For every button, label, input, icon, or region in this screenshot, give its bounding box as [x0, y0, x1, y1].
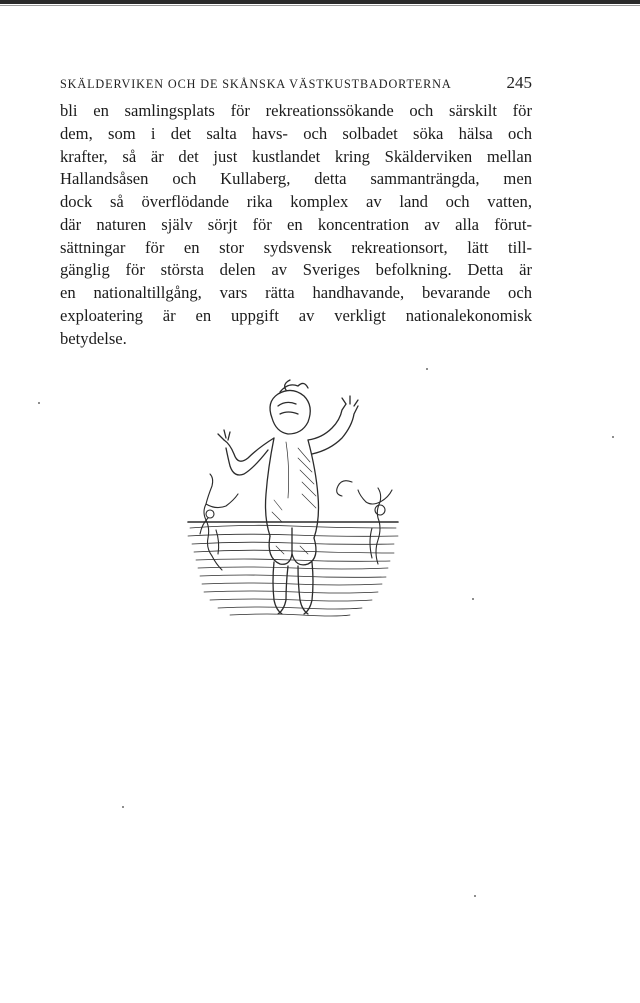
text-line: där naturen själv sörjt för en koncentration av alla förut-: [60, 214, 532, 234]
scan-speck: [426, 368, 428, 370]
running-head: [60, 73, 532, 93]
bathing-child-illustration-icon: [182, 378, 404, 624]
text-line: krafter, så är det just kustlandet kring Skälderviken mellan: [60, 146, 532, 166]
text-line: dock så överflödande rika komplex av land och vatten,: [60, 192, 532, 211]
sea-waves: [188, 525, 398, 616]
text-line: dem, som i det salta havs- och solbadet söka hälsa och: [60, 123, 532, 143]
top-border-shadow: [0, 5, 640, 6]
scan-speck: [38, 402, 40, 404]
scan-speck: [472, 598, 474, 600]
scan-speck: [612, 436, 614, 438]
scan-speck: [474, 895, 476, 897]
body-paragraph: [60, 100, 532, 350]
page-number: 245: [506, 73, 532, 92]
child-figure: [218, 380, 358, 614]
text-line: sättningar för en stor sydsvensk rekreationsort, lätt till-: [60, 237, 532, 257]
top-border-rule: [0, 0, 640, 4]
text-line: en nationaltillgång, vars rätta handhavande, bevarande och: [60, 283, 532, 302]
text-line: betydelse.: [60, 328, 127, 348]
text-line: gänglig för största delen av Sveriges befolkning. Detta är: [60, 260, 532, 280]
text-line: bli en samlingsplats för rekreationssökande och särskilt för: [60, 101, 532, 120]
scan-speck: [122, 806, 124, 808]
text-line: exploatering är en uppgift av verkligt nationalekonomisk: [60, 305, 532, 325]
running-head-title: SKÄLDERVIKEN OCH DE SKÅNSKA VÄSTKUSTBADORTERNA: [60, 77, 452, 91]
text-line: Hallandsåsen och Kullaberg, detta sammanträngda, men: [60, 169, 532, 189]
